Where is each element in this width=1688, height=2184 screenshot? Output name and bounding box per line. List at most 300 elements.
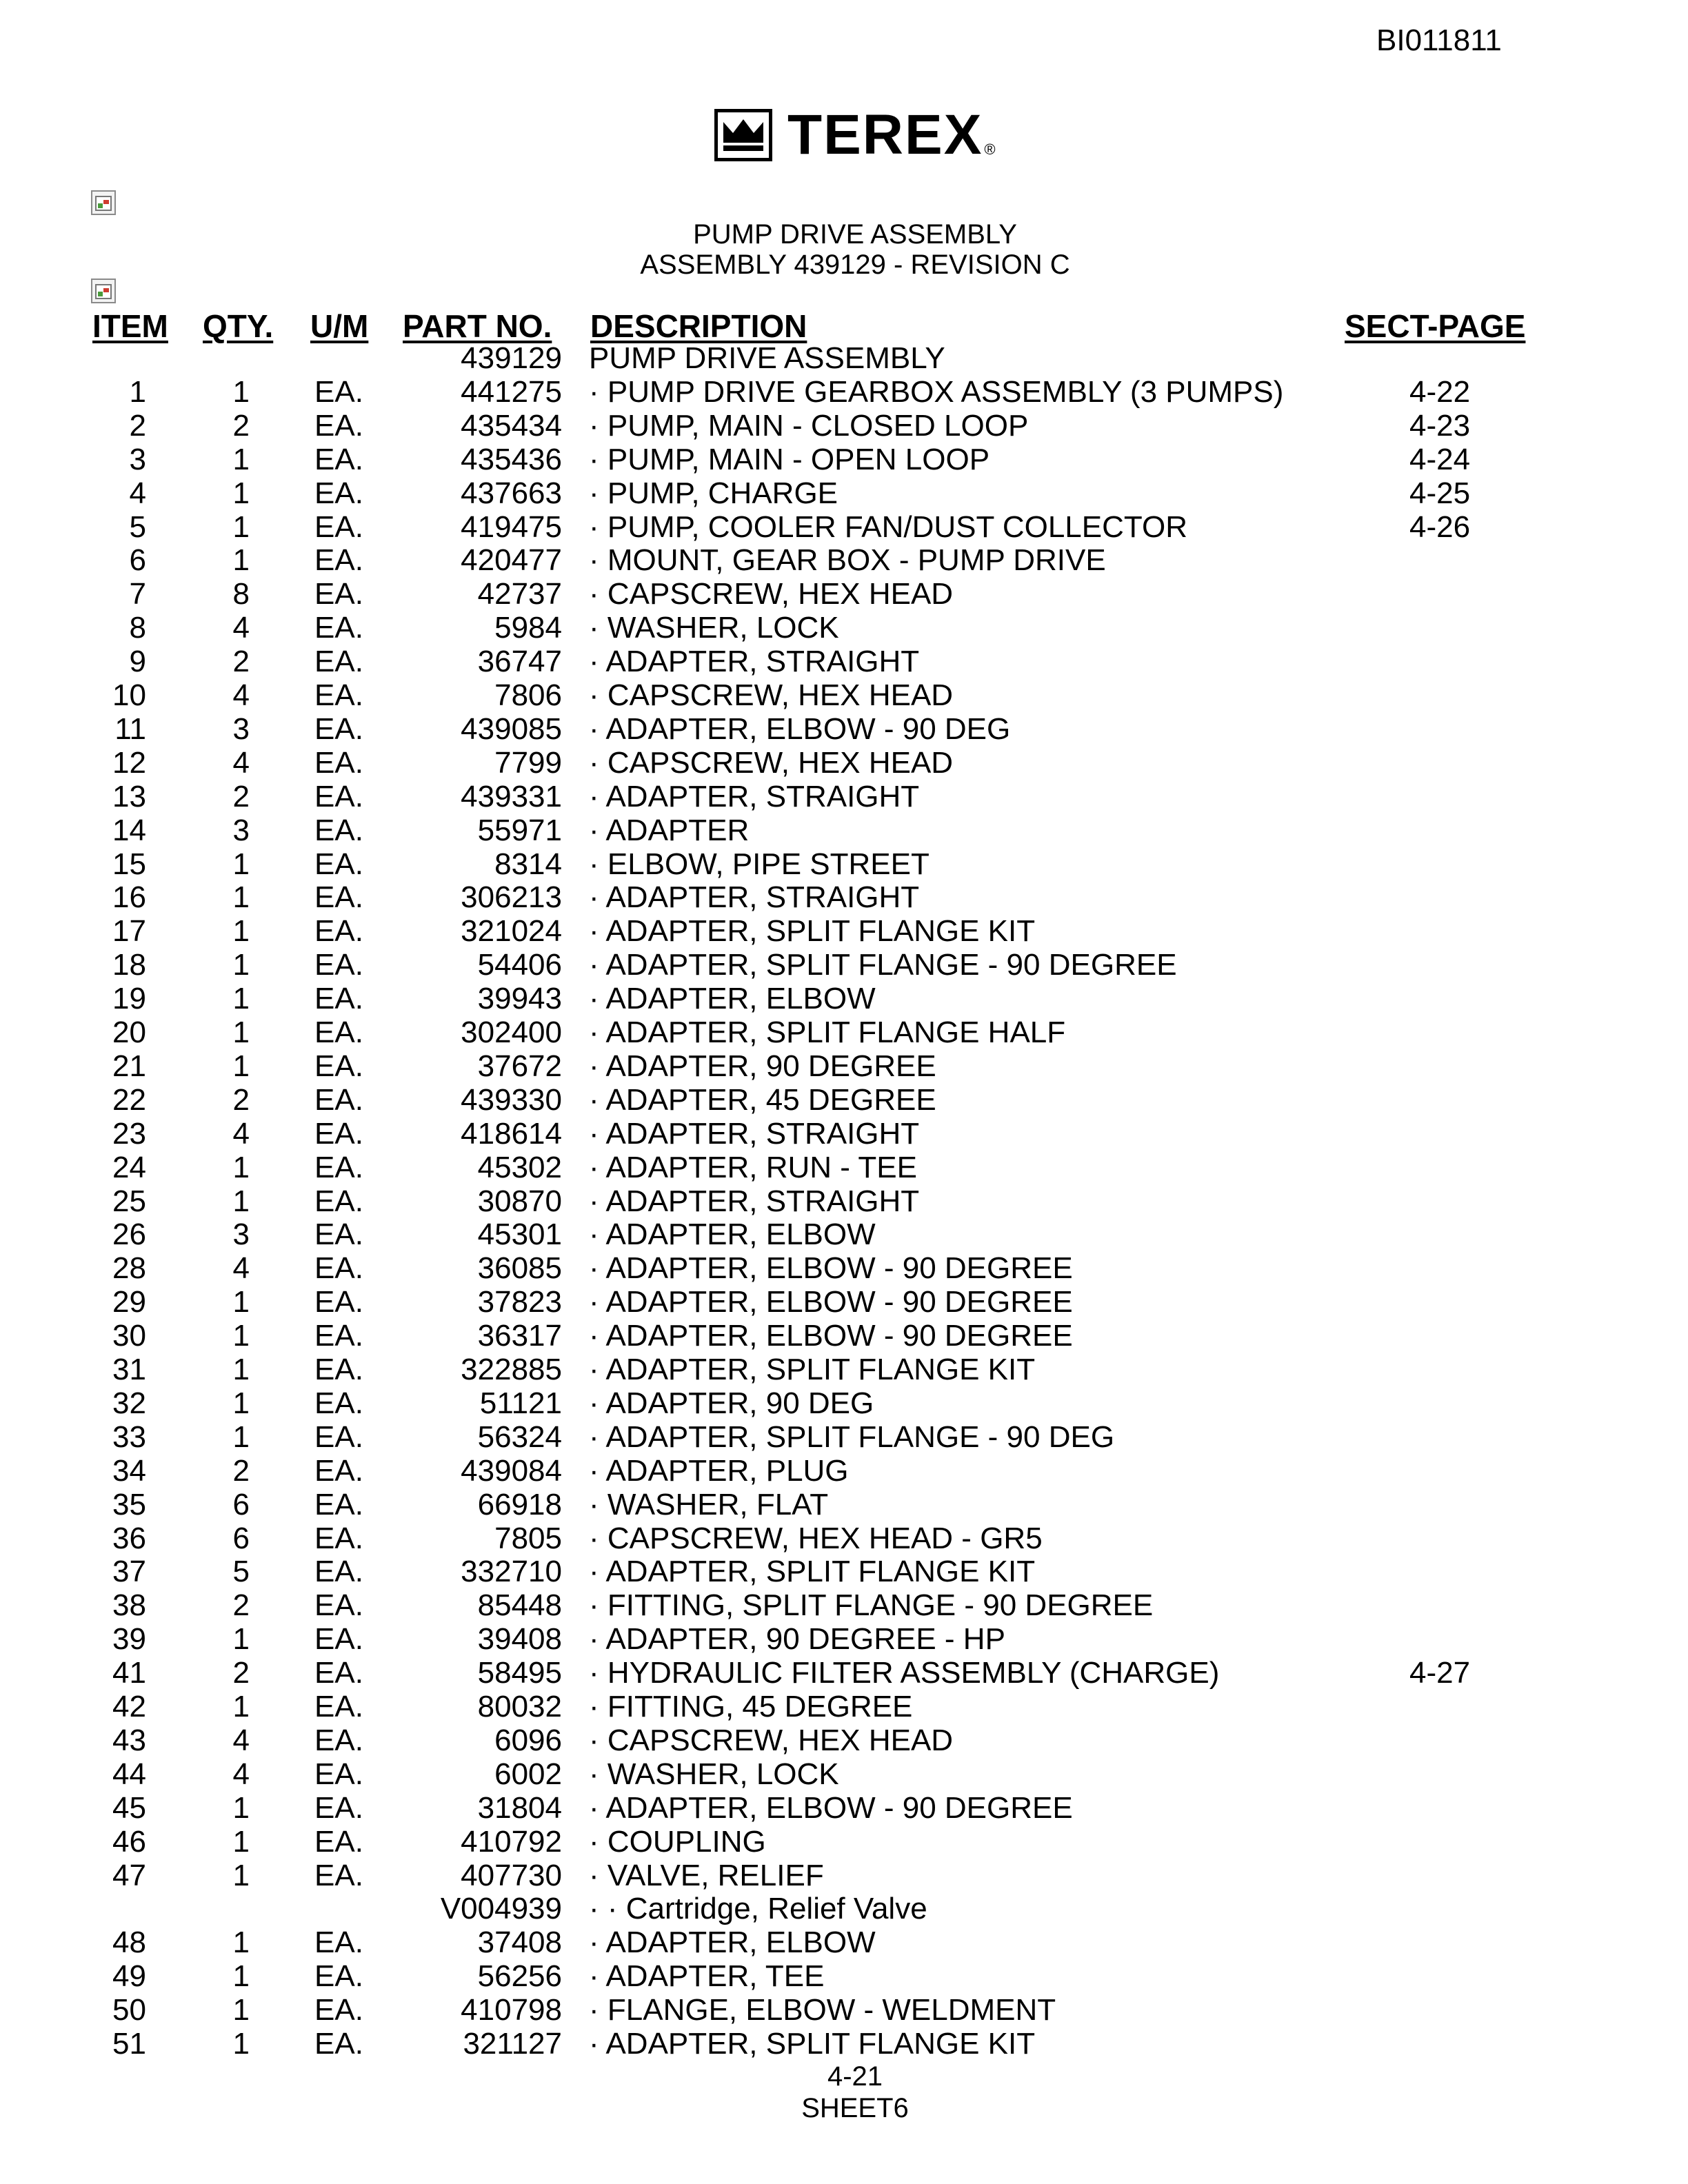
qty-cell: 1 — [232, 948, 250, 982]
description-cell: · PUMP, COOLER FAN/DUST COLLECTOR — [589, 509, 1187, 544]
description-cell: · PUMP, CHARGE — [589, 476, 838, 510]
table-row — [0, 1455, 1688, 1488]
part-no-cell: 420477 — [461, 543, 562, 578]
item-cell: 9 — [129, 645, 146, 679]
table-row — [0, 1050, 1688, 1083]
table-row — [0, 1859, 1688, 1892]
part-no-cell: 418614 — [461, 1116, 562, 1151]
brand-logo — [714, 103, 996, 166]
document-id: BI011811 — [1376, 23, 1502, 57]
document-title: PUMP DRIVE ASSEMBLY — [693, 219, 1017, 250]
description-cell: · ADAPTER, SPLIT FLANGE KIT — [589, 914, 1036, 949]
table-row — [0, 544, 1688, 577]
item-cell: 33 — [112, 1419, 146, 1454]
um-cell: EA. — [314, 1184, 363, 1218]
table-row — [0, 713, 1688, 746]
qty-cell: 4 — [232, 1251, 250, 1286]
description-cell: · FITTING, 45 DEGREE — [589, 1690, 913, 1723]
table-row — [0, 679, 1688, 712]
table-row — [0, 1623, 1688, 1656]
table-row — [0, 982, 1688, 1015]
item-cell: 3 — [129, 442, 146, 476]
description-cell: · ADAPTER, ELBOW — [589, 1925, 876, 1960]
item-cell: 13 — [112, 779, 146, 813]
item-cell: 50 — [112, 1993, 146, 2028]
table-row — [0, 1960, 1688, 1993]
um-cell: EA. — [314, 1757, 363, 1791]
table-row — [0, 848, 1688, 881]
item-cell: 22 — [112, 1082, 146, 1117]
qty-cell: 1 — [232, 476, 250, 510]
part-no-cell: 39943 — [477, 982, 562, 1016]
qty-cell: 1 — [232, 442, 250, 476]
description-cell: · ADAPTER, SPLIT FLANGE KIT — [589, 1353, 1036, 1386]
description-cell: · ADAPTER, ELBOW — [589, 982, 876, 1016]
qty-cell: 3 — [232, 711, 250, 746]
header-description: DESCRIPTION — [590, 308, 807, 344]
item-cell: 25 — [112, 1184, 146, 1218]
item-cell: 35 — [112, 1487, 146, 1521]
table-row — [0, 1657, 1688, 1690]
description-cell: · ADAPTER, RUN - TEE — [589, 1150, 917, 1184]
um-cell: EA. — [314, 1116, 363, 1151]
table-row — [0, 410, 1688, 443]
item-cell: 30 — [112, 1319, 146, 1353]
um-cell: EA. — [314, 611, 363, 645]
part-no-cell: 45301 — [477, 1217, 562, 1252]
qty-cell: 1 — [232, 847, 250, 881]
um-cell: EA. — [314, 1993, 363, 2028]
qty-cell: 4 — [232, 678, 250, 712]
qty-cell: 1 — [232, 1959, 250, 1994]
part-no-cell: 441275 — [461, 374, 562, 409]
um-cell: EA. — [314, 1555, 363, 1589]
table-row — [0, 1826, 1688, 1859]
table-row — [0, 1286, 1688, 1319]
part-no-cell: 410792 — [461, 1824, 562, 1859]
table-row — [0, 881, 1688, 914]
description-cell: · CAPSCREW, HEX HEAD — [589, 1723, 954, 1757]
part-no-cell: 439084 — [461, 1453, 562, 1488]
description-cell: · ADAPTER, 90 DEGREE - HP — [589, 1622, 1005, 1657]
item-cell: 2 — [129, 408, 146, 443]
document-subtitle: ASSEMBLY 439129 - REVISION C — [640, 250, 1070, 280]
terex-crown-icon — [714, 109, 772, 161]
qty-cell: 1 — [232, 1622, 250, 1657]
um-cell: EA. — [314, 1082, 363, 1117]
description-cell: · ADAPTER, STRAIGHT — [589, 880, 920, 915]
description-cell: · · Cartridge, Relief Valve — [589, 1892, 927, 1926]
um-cell: EA. — [314, 880, 363, 915]
table-row — [0, 2028, 1688, 2061]
part-no-cell: 6096 — [494, 1723, 562, 1757]
description-cell: · ELBOW, PIPE STREET — [589, 847, 930, 881]
table-row — [0, 1758, 1688, 1791]
item-cell: 45 — [112, 1790, 146, 1825]
part-no-cell: 407730 — [461, 1858, 562, 1892]
qty-cell: 2 — [232, 408, 250, 443]
qty-cell: 8 — [232, 577, 250, 611]
um-cell: EA. — [314, 476, 363, 510]
qty-cell: 4 — [232, 745, 250, 780]
table-row — [0, 780, 1688, 813]
description-cell: · COUPLING — [589, 1824, 766, 1859]
part-no-cell: 37823 — [477, 1285, 562, 1320]
qty-cell: 1 — [232, 1993, 250, 2028]
broken-image-icon — [91, 190, 116, 215]
um-cell: EA. — [314, 1319, 363, 1353]
part-no-cell: 8314 — [494, 847, 562, 881]
qty-cell: 1 — [232, 1858, 250, 1892]
qty-cell: 1 — [232, 543, 250, 578]
um-cell: EA. — [314, 1690, 363, 1723]
description-cell: · ADAPTER, STRAIGHT — [589, 1184, 920, 1218]
item-cell: 11 — [114, 711, 146, 746]
qty-cell: 1 — [232, 1925, 250, 1960]
qty-cell: 1 — [232, 1790, 250, 1825]
description-cell: · WASHER, FLAT — [589, 1487, 829, 1521]
part-no-cell: 439129 — [461, 341, 562, 375]
description-cell: · HYDRAULIC FILTER ASSEMBLY (CHARGE) — [589, 1656, 1220, 1690]
um-cell: EA. — [314, 1925, 363, 1960]
description-cell: · ADAPTER, SPLIT FLANGE - 90 DEG — [589, 1419, 1115, 1454]
part-no-cell: 321024 — [461, 914, 562, 949]
description-cell: · ADAPTER, SPLIT FLANGE KIT — [589, 1555, 1036, 1589]
um-cell: EA. — [314, 914, 363, 949]
sect-page-cell: 4-24 — [1409, 442, 1471, 476]
um-cell: EA. — [314, 509, 363, 544]
qty-cell: 6 — [232, 1521, 250, 1555]
part-no-cell: 7799 — [494, 745, 562, 780]
part-no-cell: 435436 — [461, 442, 562, 476]
um-cell: EA. — [314, 1622, 363, 1657]
description-cell: · PUMP, MAIN - CLOSED LOOP — [589, 408, 1029, 443]
table-row — [0, 1118, 1688, 1151]
sect-page-cell: 4-26 — [1409, 509, 1471, 544]
brand-name: TEREX — [787, 103, 983, 166]
item-cell: 15 — [112, 847, 146, 881]
um-cell: EA. — [314, 711, 363, 746]
header-um: U/M — [310, 308, 369, 344]
um-cell: EA. — [314, 1353, 363, 1386]
qty-cell: 4 — [232, 1723, 250, 1757]
qty-cell: 1 — [232, 374, 250, 409]
description-cell: · FLANGE, ELBOW - WELDMENT — [589, 1993, 1056, 2028]
description-cell: · ADAPTER, TEE — [589, 1959, 825, 1994]
description-cell: · ADAPTER, 45 DEGREE — [589, 1082, 936, 1117]
table-row — [0, 1690, 1688, 1723]
qty-cell: 1 — [232, 1690, 250, 1723]
description-cell: · ADAPTER, SPLIT FLANGE KIT — [589, 2027, 1036, 2061]
part-no-cell: 58495 — [477, 1656, 562, 1690]
description-cell: · WASHER, LOCK — [589, 611, 839, 645]
item-cell: 39 — [112, 1622, 146, 1657]
um-cell: EA. — [314, 1251, 363, 1286]
item-cell: 51 — [112, 2027, 146, 2061]
item-cell: 17 — [112, 914, 146, 949]
part-no-cell: 42737 — [477, 577, 562, 611]
description-cell: · ADAPTER, ELBOW - 90 DEGREE — [589, 1285, 1073, 1320]
item-cell: 7 — [129, 577, 146, 611]
table-row — [0, 1892, 1688, 1925]
item-cell: 8 — [129, 611, 146, 645]
um-cell: EA. — [314, 645, 363, 679]
item-cell: 29 — [112, 1285, 146, 1320]
qty-cell: 1 — [232, 1184, 250, 1218]
table-row — [0, 511, 1688, 544]
description-cell: · ADAPTER, SPLIT FLANGE HALF — [589, 1015, 1066, 1049]
item-cell: 4 — [129, 476, 146, 510]
um-cell: EA. — [314, 2027, 363, 2061]
table-row — [0, 1353, 1688, 1386]
um-cell: EA. — [314, 948, 363, 982]
item-cell: 10 — [112, 678, 146, 712]
part-no-cell: 56256 — [477, 1959, 562, 1994]
part-no-cell: 306213 — [461, 880, 562, 915]
table-row — [0, 1522, 1688, 1555]
item-cell: 49 — [112, 1959, 146, 1994]
um-cell: EA. — [314, 1049, 363, 1083]
item-cell: 5 — [129, 509, 146, 544]
item-cell: 1 — [129, 374, 146, 409]
qty-cell: 3 — [232, 1217, 250, 1252]
qty-cell: 2 — [232, 1656, 250, 1690]
part-no-cell: 37672 — [477, 1049, 562, 1083]
table-row — [0, 1589, 1688, 1622]
item-cell: 36 — [112, 1521, 146, 1555]
item-cell: 47 — [112, 1858, 146, 1892]
um-cell: EA. — [314, 678, 363, 712]
item-cell: 24 — [112, 1150, 146, 1184]
item-cell: 6 — [129, 543, 146, 578]
description-cell: · MOUNT, GEAR BOX - PUMP DRIVE — [589, 543, 1106, 578]
qty-cell: 4 — [232, 1757, 250, 1791]
part-no-cell: 321127 — [463, 2027, 562, 2061]
part-no-cell: 80032 — [477, 1690, 562, 1723]
part-no-cell: 37408 — [477, 1925, 562, 1960]
sheet-label: SHEET6 — [801, 2093, 909, 2123]
qty-cell: 2 — [232, 1588, 250, 1623]
qty-cell: 2 — [232, 1453, 250, 1488]
item-cell: 20 — [112, 1015, 146, 1049]
qty-cell: 1 — [232, 914, 250, 949]
item-cell: 28 — [112, 1251, 146, 1286]
qty-cell: 1 — [232, 1015, 250, 1049]
item-cell: 12 — [112, 745, 146, 780]
table-row — [0, 1016, 1688, 1049]
um-cell: EA. — [314, 1521, 363, 1555]
qty-cell: 1 — [232, 1824, 250, 1859]
qty-cell: 1 — [232, 880, 250, 915]
header-qty: QTY. — [203, 308, 274, 344]
qty-cell: 1 — [232, 1319, 250, 1353]
um-cell: EA. — [314, 374, 363, 409]
description-cell: · CAPSCREW, HEX HEAD — [589, 678, 954, 712]
um-cell: EA. — [314, 813, 363, 847]
um-cell: EA. — [314, 408, 363, 443]
um-cell: EA. — [314, 1858, 363, 1892]
qty-cell: 1 — [232, 982, 250, 1016]
um-cell: EA. — [314, 1959, 363, 1994]
part-no-cell: 437663 — [461, 476, 562, 510]
part-no-cell: 322885 — [461, 1353, 562, 1386]
description-cell: · ADAPTER, PLUG — [589, 1453, 849, 1488]
um-cell: EA. — [314, 779, 363, 813]
um-cell: EA. — [314, 1487, 363, 1521]
description-cell: · PUMP, MAIN - OPEN LOOP — [589, 442, 990, 476]
part-no-cell: 66918 — [477, 1487, 562, 1521]
part-no-cell: 439331 — [461, 779, 562, 813]
um-cell: EA. — [314, 1723, 363, 1757]
qty-cell: 1 — [232, 1285, 250, 1320]
um-cell: EA. — [314, 1419, 363, 1454]
um-cell: EA. — [314, 442, 363, 476]
description-cell: PUMP DRIVE ASSEMBLY — [589, 341, 945, 375]
table-row — [0, 1792, 1688, 1825]
part-no-cell: 36085 — [477, 1251, 562, 1286]
part-no-cell: 7805 — [494, 1521, 562, 1555]
description-cell: · ADAPTER, STRAIGHT — [589, 1116, 920, 1151]
qty-cell: 1 — [232, 1353, 250, 1386]
item-cell: 21 — [112, 1049, 146, 1083]
qty-cell: 2 — [232, 1082, 250, 1117]
qty-cell: 1 — [232, 509, 250, 544]
description-cell: · VALVE, RELIEF — [589, 1858, 824, 1892]
header-item: ITEM — [92, 308, 168, 344]
item-cell: 38 — [112, 1588, 146, 1623]
table-row — [0, 747, 1688, 780]
part-no-cell: 439085 — [461, 711, 562, 746]
sect-page-cell: 4-25 — [1409, 476, 1471, 510]
description-cell: · ADAPTER — [589, 813, 750, 847]
um-cell: EA. — [314, 1150, 363, 1184]
description-cell: · ADAPTER, STRAIGHT — [589, 779, 920, 813]
description-cell: · ADAPTER, 90 DEGREE — [589, 1049, 936, 1083]
item-cell: 16 — [112, 880, 146, 915]
um-cell: EA. — [314, 847, 363, 881]
table-row — [0, 1320, 1688, 1353]
table-row — [0, 342, 1688, 375]
table-row — [0, 1252, 1688, 1285]
um-cell: EA. — [314, 1015, 363, 1049]
item-cell: 34 — [112, 1453, 146, 1488]
description-cell: · CAPSCREW, HEX HEAD — [589, 577, 954, 611]
item-cell: 23 — [112, 1116, 146, 1151]
item-cell: 41 — [112, 1656, 146, 1690]
table-row — [0, 1555, 1688, 1588]
part-no-cell: 45302 — [477, 1150, 562, 1184]
qty-cell: 1 — [232, 2027, 250, 2061]
item-cell: 14 — [112, 813, 146, 847]
part-no-cell: 36317 — [477, 1319, 562, 1353]
table-row — [0, 376, 1688, 409]
table-row — [0, 949, 1688, 982]
table-row — [0, 477, 1688, 510]
item-cell: 42 — [112, 1690, 146, 1723]
description-cell: · ADAPTER, ELBOW - 90 DEG — [589, 711, 1011, 746]
table-row — [0, 578, 1688, 611]
um-cell: EA. — [314, 1386, 363, 1420]
item-cell: 37 — [112, 1555, 146, 1589]
item-cell: 43 — [112, 1723, 146, 1757]
table-row — [0, 1421, 1688, 1454]
part-no-cell: 410798 — [461, 1993, 562, 2028]
um-cell: EA. — [314, 1588, 363, 1623]
sect-page-cell: 4-23 — [1409, 408, 1471, 443]
description-cell: · ADAPTER, ELBOW — [589, 1217, 876, 1252]
um-cell: EA. — [314, 577, 363, 611]
qty-cell: 4 — [232, 1116, 250, 1151]
description-cell: · WASHER, LOCK — [589, 1757, 839, 1791]
item-cell: 31 — [112, 1353, 146, 1386]
qty-cell: 1 — [232, 1386, 250, 1420]
table-row — [0, 1488, 1688, 1521]
part-no-cell: 5984 — [494, 611, 562, 645]
header-sect-page: SECT-PAGE — [1345, 308, 1526, 344]
description-cell: · ADAPTER, ELBOW - 90 DEGREE — [589, 1319, 1073, 1353]
part-no-cell: 332710 — [461, 1555, 562, 1589]
part-no-cell: 6002 — [494, 1757, 562, 1791]
um-cell: EA. — [314, 1453, 363, 1488]
item-cell: 46 — [112, 1824, 146, 1859]
item-cell: 48 — [112, 1925, 146, 1960]
description-cell: · PUMP DRIVE GEARBOX ASSEMBLY (3 PUMPS) — [589, 374, 1284, 409]
part-no-cell: 54406 — [477, 948, 562, 982]
description-cell: · ADAPTER, ELBOW - 90 DEGREE — [589, 1251, 1073, 1286]
item-cell: 18 — [112, 948, 146, 982]
um-cell: EA. — [314, 543, 363, 578]
description-cell: · FITTING, SPLIT FLANGE - 90 DEGREE — [589, 1588, 1154, 1623]
description-cell: · CAPSCREW, HEX HEAD - GR5 — [589, 1521, 1043, 1555]
table-row — [0, 1387, 1688, 1420]
description-cell: · CAPSCREW, HEX HEAD — [589, 745, 954, 780]
table-row — [0, 1151, 1688, 1184]
table-row — [0, 915, 1688, 948]
table-row — [0, 1218, 1688, 1251]
qty-cell: 5 — [232, 1555, 250, 1589]
broken-image-icon — [91, 279, 116, 303]
um-cell: EA. — [314, 1285, 363, 1320]
description-cell: · ADAPTER, STRAIGHT — [589, 645, 920, 679]
qty-cell: 4 — [232, 611, 250, 645]
table-row — [0, 1724, 1688, 1757]
part-no-cell: 39408 — [477, 1622, 562, 1657]
item-cell: 19 — [112, 982, 146, 1016]
sect-page-cell: 4-27 — [1409, 1656, 1471, 1690]
part-no-cell: V004939 — [440, 1892, 562, 1926]
um-cell: EA. — [314, 1824, 363, 1859]
table-row — [0, 1084, 1688, 1117]
qty-cell: 2 — [232, 645, 250, 679]
item-cell: 26 — [112, 1217, 146, 1252]
part-no-cell: 36747 — [477, 645, 562, 679]
um-cell: EA. — [314, 1217, 363, 1252]
table-row — [0, 611, 1688, 645]
um-cell: EA. — [314, 745, 363, 780]
part-no-cell: 56324 — [477, 1419, 562, 1454]
part-no-cell: 419475 — [461, 509, 562, 544]
table-row — [0, 1994, 1688, 2027]
header-part-no: PART NO. — [403, 308, 552, 344]
part-no-cell: 439330 — [461, 1082, 562, 1117]
part-no-cell: 51121 — [479, 1386, 562, 1420]
table-row — [0, 814, 1688, 847]
um-cell: EA. — [314, 982, 363, 1016]
table-row — [0, 1926, 1688, 1959]
qty-cell: 2 — [232, 779, 250, 813]
part-no-cell: 7806 — [494, 678, 562, 712]
table-row — [0, 443, 1688, 476]
